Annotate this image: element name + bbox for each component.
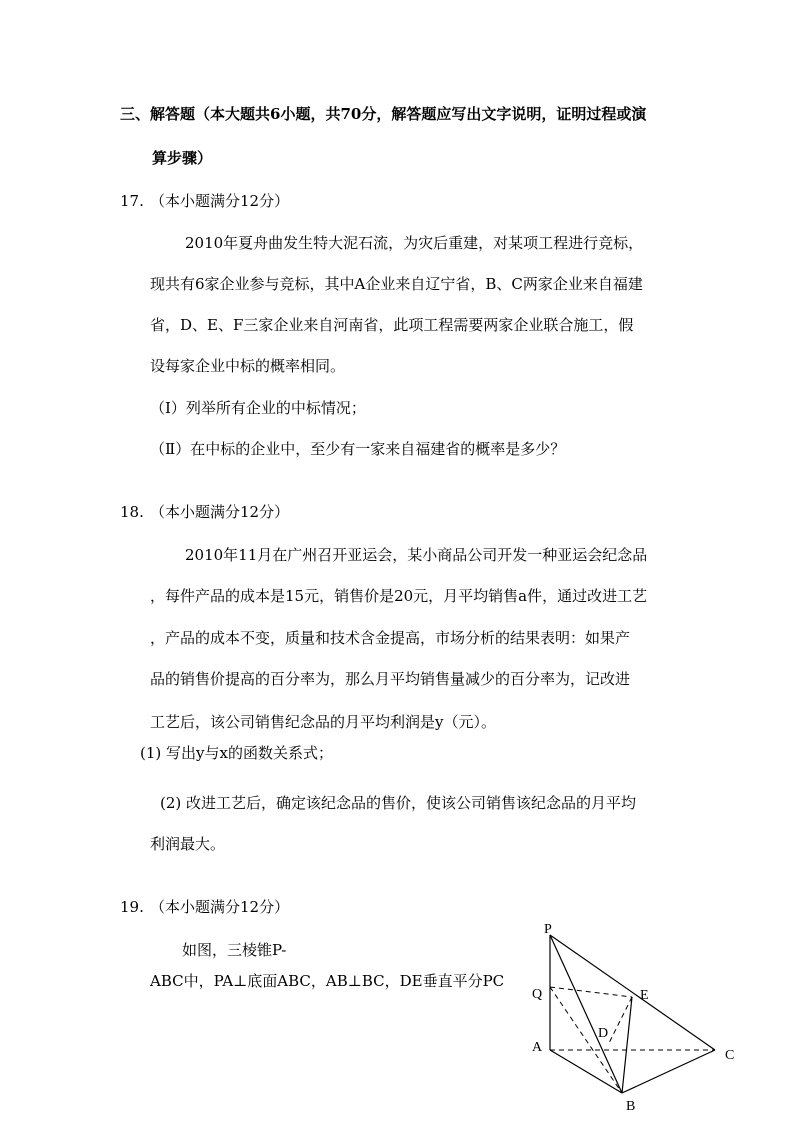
q18-number: 18. [120, 503, 144, 521]
edge-pc [550, 935, 715, 1050]
label-p: P [544, 922, 552, 937]
label-a: A [532, 1040, 543, 1055]
q17-part2: （Ⅱ）在中标的企业中，至少有一家来自福建省的概率是多少？ [150, 440, 566, 458]
q17-line: 设每家企业中标的概率相同。 [150, 357, 346, 375]
label-d: D [598, 1026, 609, 1041]
label-e: E [640, 988, 649, 1003]
edge-ab [550, 1050, 622, 1093]
q17-points: （本小题满分12分） [150, 192, 290, 210]
edge-pb [550, 935, 622, 1093]
q17-line: 2010年夏舟曲发生特大泥石流，为灾后重建，对某项工程进行竞标， [185, 234, 644, 252]
q17-line: 现共有6家企业参与竞标，其中A企业来自辽宁省，B、C两家企业来自福建 [150, 275, 643, 293]
q19-line2: ABC中，PA⊥底面ABC，AB⊥BC，DE垂直平分PC [150, 972, 505, 990]
q17-line: 省，D、E、F三家企业来自河南省，此项工程需要两家企业联合施工，假 [150, 316, 634, 334]
section-heading-line2: 算步骤） [152, 149, 213, 167]
q18-part2-line2: 利润最大。 [150, 835, 226, 853]
q18-line: 工艺后，该公司销售纪念品的月平均利润是y（元）。 [150, 713, 496, 731]
segment-ed [608, 997, 632, 1045]
q17-number: 17. [120, 192, 144, 210]
segment-qe [550, 987, 632, 997]
label-c: C [725, 1048, 735, 1063]
section-heading-line1: 三、解答题（本大题共6小题，共70分，解答题应写出文字说明，证明过程或演 [120, 105, 647, 123]
q19-line1: 如图，三棱锥P- [182, 941, 287, 959]
q18-part2-line1: (2) 改进工艺后，确定该纪念品的售价，使该公司销售该纪念品的月平均 [160, 794, 637, 812]
label-q: Q [532, 987, 543, 1002]
label-b: B [626, 1099, 636, 1114]
q19-points: （本小题满分12分） [150, 898, 290, 916]
q18-line: ，产品的成本不变，质量和技术含金提高，市场分析的结果表明：如果产 [150, 629, 631, 647]
q18-line: ，每件产品的成本是15元，销售价是20元，月平均销售a件，通过改进工艺 [150, 587, 648, 605]
q19-number: 19. [120, 898, 144, 916]
q18-points: （本小题满分12分） [150, 503, 290, 521]
q18-part1: (1) 写出y与x的函数关系式； [140, 744, 333, 762]
q17-part1: （Ⅰ）列举所有企业的中标情况； [150, 399, 366, 417]
pyramid-figure [520, 915, 750, 1115]
segment-qb [550, 987, 622, 1093]
segment-eb [622, 997, 632, 1093]
q18-line: 品的销售价提高的百分率为，那么月平均销售量减少的百分率为，记改进 [150, 670, 631, 688]
q18-line: 2010年11月在广州召开亚运会，某小商品公司开发一种亚运会纪念品 [185, 546, 648, 564]
edge-bc [622, 1050, 715, 1093]
